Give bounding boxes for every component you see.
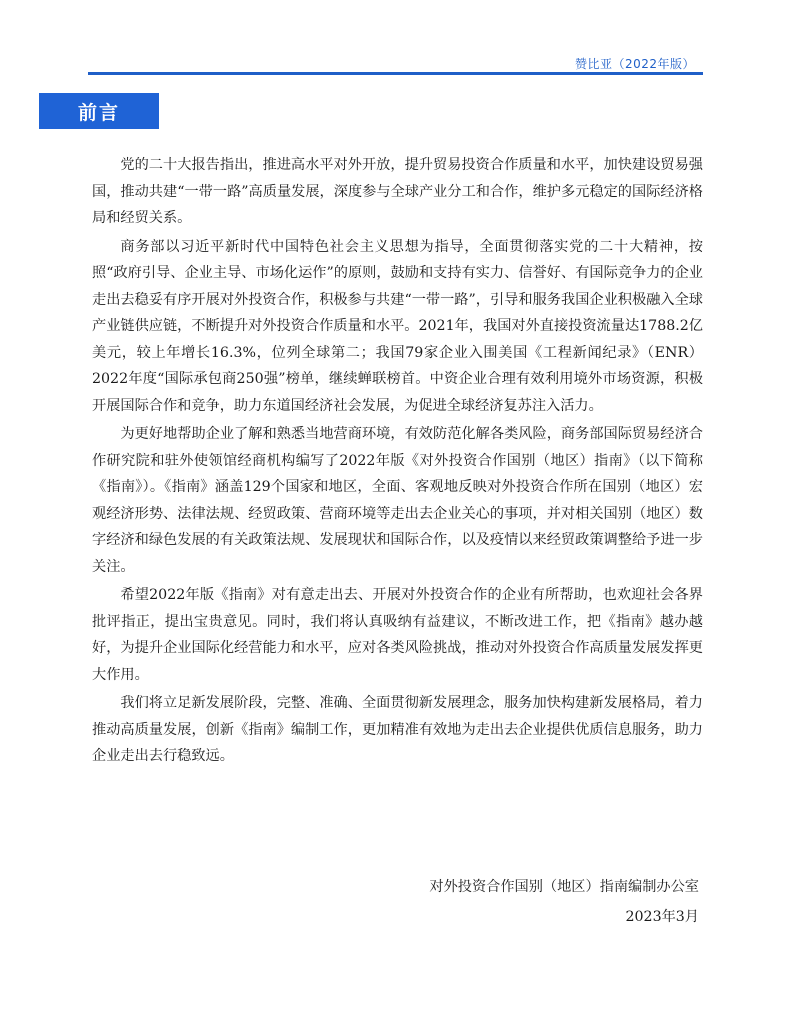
paragraph: 商务部以习近平新时代中国特色社会主义思想为指导，全面贯彻落实党的二十大精神，按照“政府引导、企业主导、市场化运作”的原则，鼓励和支持有实力、信誉好、有国际竞争力的企业走出去稳妥有序开展对外投资合作，积极参与共建“一带一路”，引导和服务我国企业积极融入全球产业链供应链，不断提升对外投资合作质量和水平。2021年，我国对外直接投资流量达1788.2亿美元，较上年增长16.3%，位列全球第二；我国79家企业入围美国《工程新闻纪录》（ENR）2022年度“国际承包商250强”榜单，继续蝉联榜首。中资企业合理有效利用境外市场资源，积极开展国际合作和竞争，助力东道国经济社会发展，为促进全球经济复苏注入活力。 xyxy=(92,238,703,414)
paragraph: 我们将立足新发展阶段，完整、准确、全面贯彻新发展理念，服务加快构建新发展格局，着力推动高质量发展，创新《指南》编制工作，更加精准有效地为走出去企业提供优质信息服务，助力企业走出去行稳致远。 xyxy=(92,695,703,764)
section-title-tab xyxy=(39,93,159,129)
paragraph: 希望2022年版《指南》对有意走出去、开展对外投资合作的企业有所帮助，也欢迎社会各界批评指正，提出宝贵意见。同时，我们将认真吸纳有益建议，不断改进工作，把《指南》越办越好，为提升企业国际化经营能力和水平，应对各类风险挑战，推动对外投资合作高质量发展发挥更大作用。 xyxy=(92,587,703,683)
paragraph: 为更好地帮助企业了解和熟悉当地营商环境，有效防范化解各类风险，商务部国际贸易经济合作研究院和驻外使领馆经商机构编写了2022年版《对外投资合作国别（地区）指南》（以下简称《指南》）。《指南》涵盖129个国家和地区，全面、客观地反映对外投资合作所在国别（地区）宏观经济形势、法律法规、经贸政策、营商环境等走出去企业关心的事项，并对相关国别（地区）数字经济和绿色发展的有关政策法规、发展现状和国际合作，以及疫情以来经贸政策调整给予进一步关注。 xyxy=(92,426,703,575)
paragraph: 党的二十大报告指出，推进高水平对外开放，提升贸易投资合作质量和水平，加快建设贸易强国，推动共建“一带一路”高质量发展，深度参与全球产业分工和合作，维护多元稳定的国际经济格局和经贸关系。 xyxy=(92,157,703,226)
signature-date: 2023年3月 xyxy=(625,909,699,925)
section-title: 前言 xyxy=(77,101,120,124)
signature-organization: 对外投资合作国别（地区）指南编制办公室 xyxy=(429,879,699,895)
running-header-title: 赞比亚（2022年版） xyxy=(574,57,695,71)
signature-block xyxy=(339,872,699,932)
header-divider xyxy=(88,72,703,75)
preface-body xyxy=(92,152,703,772)
